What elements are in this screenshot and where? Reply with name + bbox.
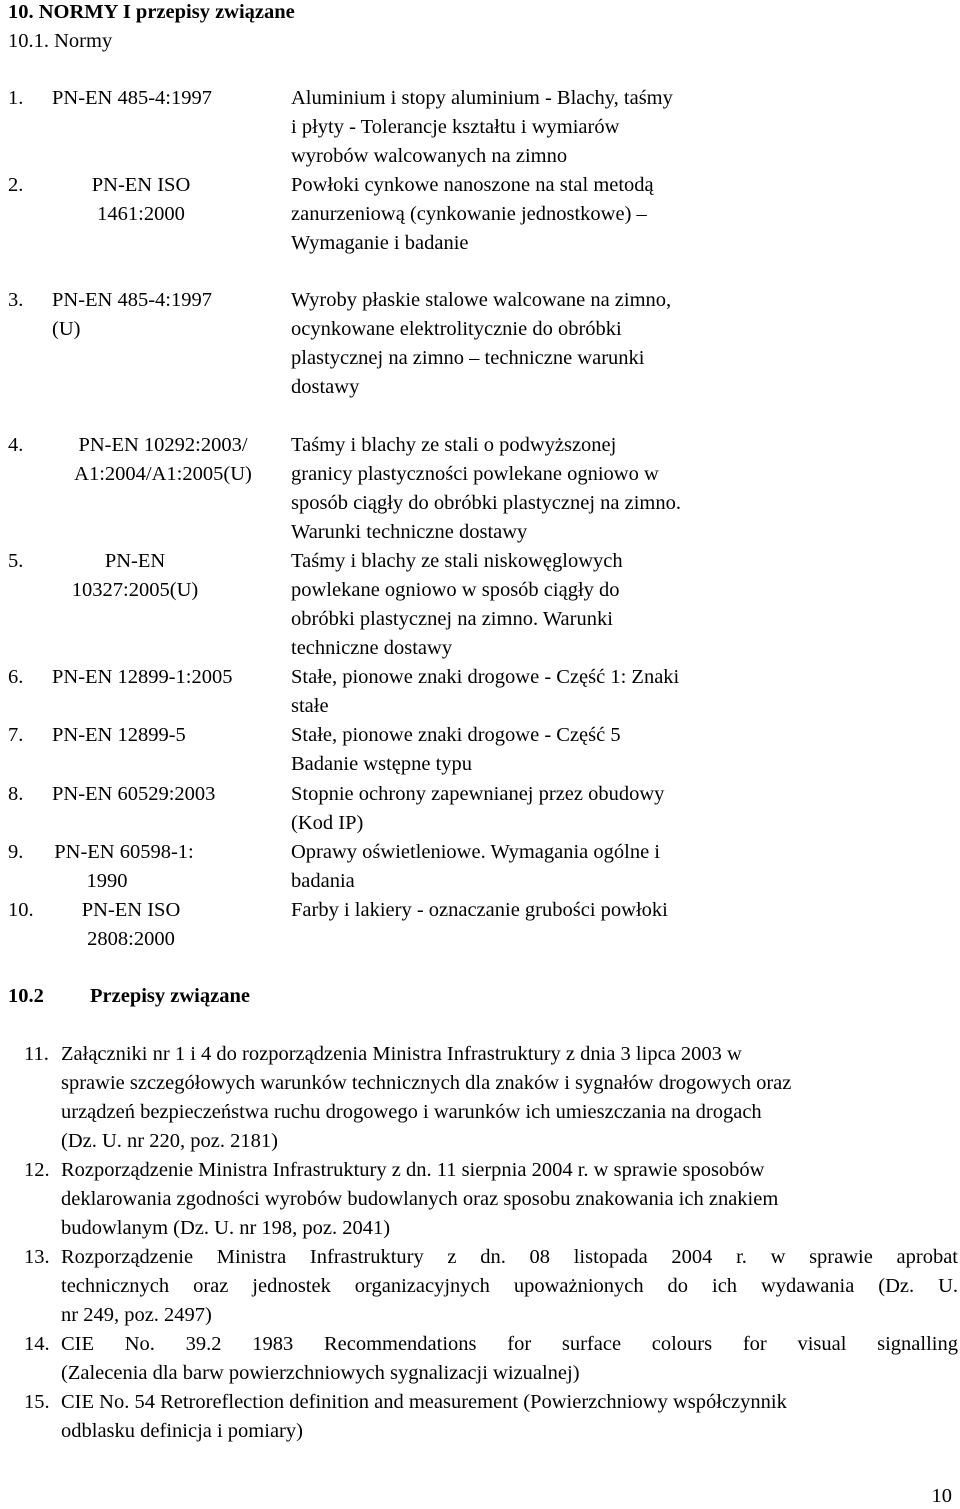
standard-code: (U) <box>52 318 81 340</box>
section-title: Przepisy związane <box>90 985 250 1007</box>
standard-title-line: Powłoki cynkowe nanoszone na stal metodą <box>291 174 654 196</box>
standard-code: 1461:2000 <box>97 203 185 225</box>
item-number: 12. <box>24 1159 50 1181</box>
regulation-text <box>61 1156 958 1243</box>
item-number: 9. <box>8 841 24 863</box>
standard-code: PN-EN 12899-5 <box>52 724 186 746</box>
standard-title-line: Warunki techniczne dostawy <box>291 521 528 543</box>
text-line: deklarowania zgodności wyrobów budowlanych oraz sposobu znakowania ich znakiem <box>61 1188 779 1210</box>
item-number: 3. <box>8 289 24 311</box>
standard-title-line: stałe <box>291 695 329 717</box>
standard-code: PN-EN ISO <box>91 174 191 196</box>
item-number: 1. <box>8 87 24 109</box>
standard-title-line: (Kod IP) <box>291 812 364 834</box>
text-line: nr 249, poz. 2497) <box>61 1304 212 1326</box>
text-line: Rozporządzenie Ministra Infrastruktury z dn. 08 listopada 2004 r. w sprawie aprobat <box>61 1246 958 1268</box>
item-number: 15. <box>24 1391 50 1413</box>
standard-code: PN-EN 60529:2003 <box>52 783 216 805</box>
item-number: 13. <box>24 1246 50 1268</box>
standard-code: A1:2004/A1:2005(U) <box>74 463 252 485</box>
regulation-text <box>61 1243 958 1330</box>
standard-title-line: Stałe, pionowe znaki drogowe - Część 5 <box>291 724 621 746</box>
text-line: odblasku definicja i pomiary) <box>61 1420 303 1442</box>
text-line: urządzeń bezpieczeństwa ruchu drogowego i warunków ich umieszczania na drogach <box>61 1101 762 1123</box>
standard-title-line: plastycznej na zimno – techniczne warunki <box>291 347 645 369</box>
item-number: 5. <box>8 550 24 572</box>
standard-title-line: badania <box>291 870 355 892</box>
item-number: 4. <box>8 434 24 456</box>
item-number: 10. <box>8 899 34 921</box>
standard-title-line: Taśmy i blachy ze stali niskowęglowych <box>291 550 623 572</box>
standard-title-line: Stopnie ochrony zapewnianej przez obudowy <box>291 783 665 805</box>
section-number: 10.2 <box>8 985 44 1007</box>
text-line: (Dz. U. nr 220, poz. 2181) <box>61 1130 278 1152</box>
text-line: Załączniki nr 1 i 4 do rozporządzenia Ministra Infrastruktury z dnia 3 lipca 2003 w <box>61 1043 742 1065</box>
item-number: 2. <box>8 174 24 196</box>
text-line: budowlanym (Dz. U. nr 198, poz. 2041) <box>61 1217 391 1239</box>
item-number: 14. <box>24 1333 50 1355</box>
standard-title-line: wyrobów walcowanych na zimno <box>291 145 568 167</box>
standard-title-line: Farby i lakiery - oznaczanie grubości powłoki <box>291 899 668 921</box>
standard-title-line: Wyroby płaskie stalowe walcowane na zimno, <box>291 289 672 311</box>
standard-title-line: Wymaganie i badanie <box>291 232 469 254</box>
text-line: sprawie szczegółowych warunków technicznych dla znaków i sygnałów drogowych oraz <box>61 1072 792 1094</box>
standard-title-line: zanurzeniową (cynkowanie jednostkowe) – <box>291 203 647 225</box>
standard-title-line: i płyty - Tolerancje kształtu i wymiarów <box>291 116 620 138</box>
standard-title-line: Oprawy oświetleniowe. Wymagania ogólne i <box>291 841 660 863</box>
page-number: 10 <box>931 1485 952 1507</box>
item-number: 8. <box>8 783 24 805</box>
subsection-heading: 10.1. Normy <box>8 30 113 52</box>
standard-title-line: sposób ciągły do obróbki plastycznej na zimno. <box>291 492 681 514</box>
standard-title-line: Stałe, pionowe znaki drogowe - Część 1: Znaki <box>291 666 680 688</box>
item-number: 7. <box>8 724 24 746</box>
standard-code: PN-EN 12899-1:2005 <box>52 666 233 688</box>
text-line: CIE No. 39.2 1983 Recommendations for surface colours for visual signalling <box>61 1333 958 1355</box>
section-heading <box>8 982 250 1011</box>
text-line: CIE No. 54 Retroreflection definition and measurement (Powierzchniowy współczynnik <box>61 1391 787 1413</box>
item-number: 11. <box>24 1043 49 1065</box>
standard-title-line: techniczne dostawy <box>291 637 453 659</box>
standard-code: PN-EN 60598-1: <box>54 841 194 863</box>
standard-code: 1990 <box>86 870 128 892</box>
text-line: technicznych oraz jednostek organizacyjnych upoważnionych do ich wydawania (Dz. U. <box>61 1275 958 1297</box>
standard-code: 2808:2000 <box>87 928 175 950</box>
standard-title-line: dostawy <box>291 376 360 398</box>
standard-code: PN-EN 485-4:1997 <box>52 289 213 311</box>
standard-title-line: granicy plastyczności powlekane ogniowo w <box>291 463 659 485</box>
chapter-heading: 10. NORMY I przepisy związane <box>8 1 295 23</box>
standard-code: PN-EN ISO <box>81 899 181 921</box>
text-line: Rozporządzenie Ministra Infrastruktury z dn. 11 sierpnia 2004 r. w sprawie sposobów <box>61 1159 765 1181</box>
standard-code: PN-EN 10292:2003/ <box>78 434 248 456</box>
standard-title-line: Taśmy i blachy ze stali o podwyższonej <box>291 434 617 456</box>
standard-title-line: Badanie wstępne typu <box>291 753 473 775</box>
standard-title-line: obróbki plastycznej na zimno. Warunki <box>291 608 613 630</box>
regulation-text <box>61 1330 958 1388</box>
regulation-text <box>61 1040 958 1156</box>
standard-code: PN-EN 485-4:1997 <box>52 87 213 109</box>
standard-title-line: Aluminium i stopy aluminium - Blachy, taśmy <box>291 87 673 109</box>
regulation-text <box>61 1388 958 1446</box>
standard-code: PN-EN <box>104 550 166 572</box>
standard-title-line: powlekane ogniowo w sposób ciągły do <box>291 579 620 601</box>
item-number: 6. <box>8 666 24 688</box>
standard-code: 10327:2005(U) <box>71 579 199 601</box>
standard-title-line: ocynkowane elektrolitycznie do obróbki <box>291 318 622 340</box>
text-line: (Zalecenia dla barw powierzchniowych sygnalizacji wizualnej) <box>61 1362 580 1384</box>
